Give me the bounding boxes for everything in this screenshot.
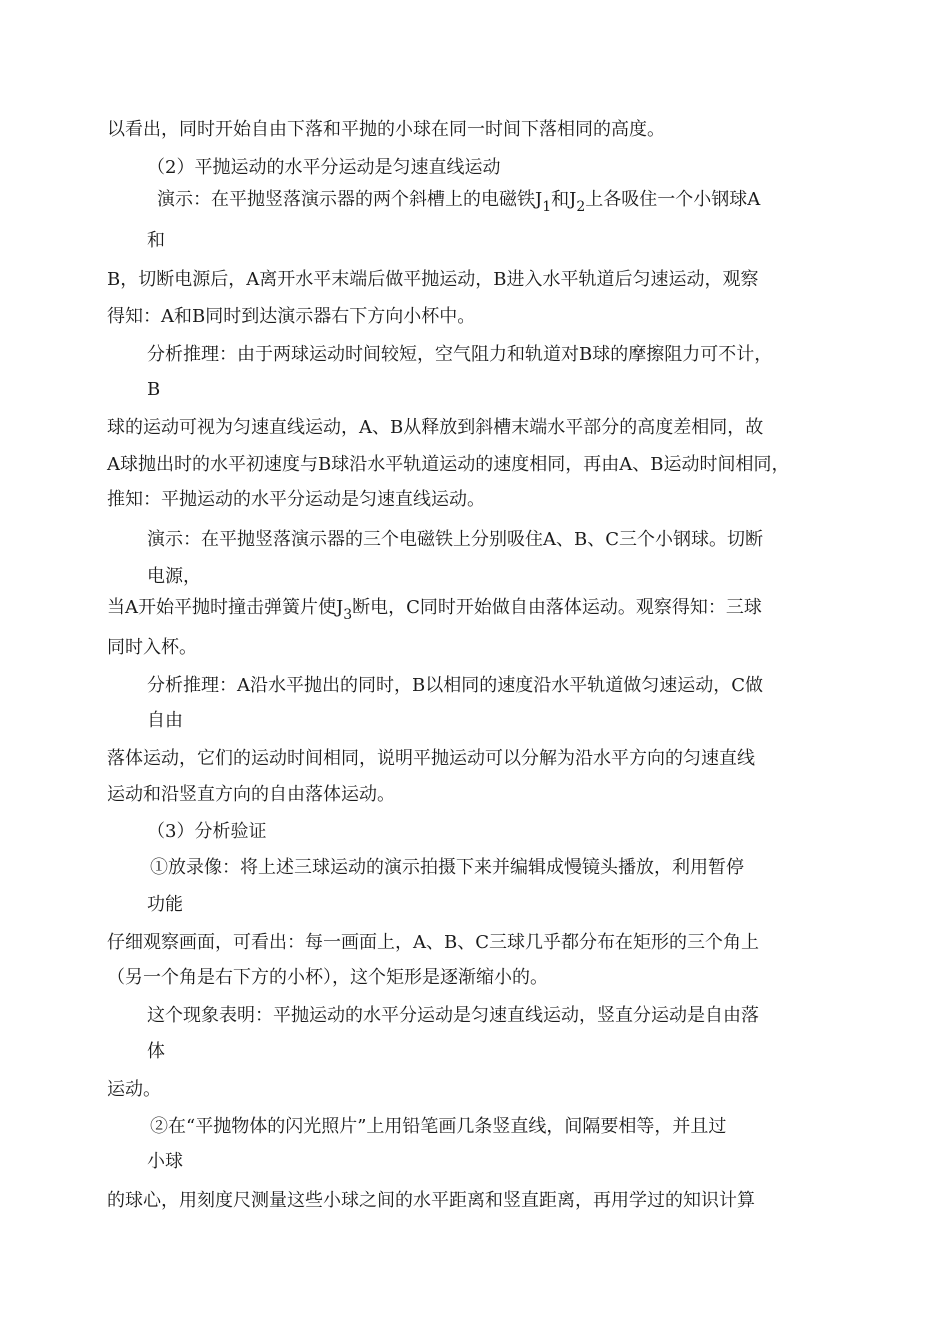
text-line: B [147,379,161,400]
text-line: 演示：在平抛竖落演示器的两个斜槽上的电磁铁$J_1$和$J_2$上各吸住一个小钢球A [157,189,761,215]
section-heading: （3）分析验证 [147,821,267,842]
text-line: 当A开始平抛时撞击弹簧片使$J_3$断电，C同时开始做自由落体运动。观察得知：三球 [107,597,762,623]
text-line: 推知：平抛运动的水平分运动是匀速直线运动。 [107,489,485,510]
text-line: 落体运动，它们的运动时间相同，说明平抛运动可以分解为沿水平方向的匀速直线 [107,748,755,769]
text-line: 分析推理：A沿水平抛出的同时，B以相同的速度沿水平轨道做匀速运动，C做 [147,675,763,696]
text-line: 分析推理：由于两球运动时间较短，空气阻力和轨道对B球的摩擦阻力可不计， [147,344,773,365]
text-line: 运动和沿竖直方向的自由落体运动。 [107,784,395,805]
text-line: 运动。 [107,1079,161,1100]
text-line: 演示：在平抛竖落演示器的三个电磁铁上分别吸住A、B、C三个小钢球。切断 [147,529,763,550]
text-line: 这个现象表明：平抛运动的水平分运动是匀速直线运动，竖直分运动是自由落 [147,1005,759,1026]
text-line: ②在“平抛物体的闪光照片”上用铅笔画几条竖直线，间隔要相等，并且过 [150,1116,727,1137]
text-line: 自由 [147,710,183,731]
text-line: 体 [147,1041,165,1062]
text-line: 小球 [147,1151,183,1172]
text-line: B，切断电源后，A离开水平末端后做平抛运动，B进入水平轨道后匀速运动，观察 [107,269,759,290]
text-line: 仔细观察画面，可看出：每一画面上，A、B、C三球几乎都分布在矩形的三个角上 [107,932,759,953]
text-line: A球抛出时的水平初速度与B球沿水平轨道运动的速度相同，再由A、B运动时间相同， [107,454,790,475]
text-line: （另一个角是右下方的小杯），这个矩形是逐渐缩小的。 [107,967,548,988]
text-line: 球的运动可视为匀速直线运动，A、B从释放到斜槽末端水平部分的高度差相同，故 [107,417,764,438]
text-line: 和 [147,230,165,251]
text-line: 电源， [147,566,201,587]
text-line: 同时入杯。 [107,637,197,658]
text-line: 的球心，用刻度尺测量这些小球之间的水平距离和竖直距离，再用学过的知识计算 [107,1190,755,1211]
text-line: 得知：A和B同时到达演示器右下方向小杯中。 [107,306,476,327]
text-line: 以看出，同时开始自由下落和平抛的小球在同一时间下落相同的高度。 [107,119,665,140]
text-line: 功能 [147,894,183,915]
text-line: ①放录像：将上述三球运动的演示拍摄下来并编辑成慢镜头播放，利用暂停 [150,857,744,878]
section-heading: （2）平抛运动的水平分运动是匀速直线运动 [147,157,501,178]
